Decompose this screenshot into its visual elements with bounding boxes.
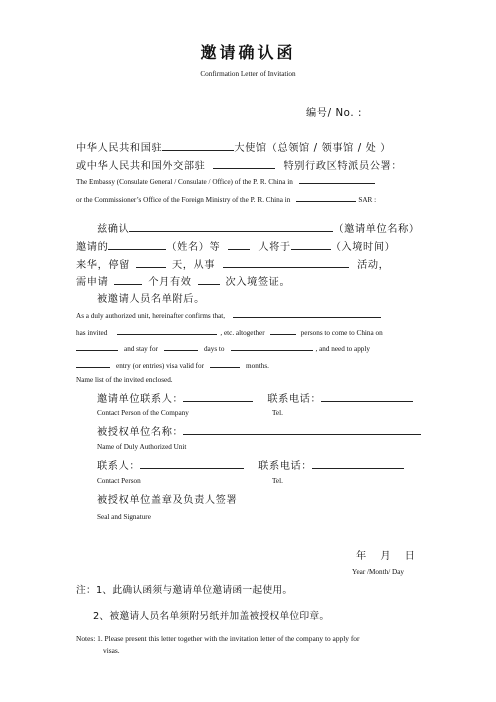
invitee-name-blank-en (117, 327, 217, 335)
document-number-label: 编号/ No. : (306, 108, 363, 119)
entry-date-blank (291, 240, 331, 250)
body-en-line-2: has invited , etc. altogether persons to come to China on (76, 329, 383, 337)
embassy-city-blank (162, 141, 234, 151)
months-blank-en (210, 360, 240, 368)
stay-days-blank (136, 258, 166, 268)
unit-contact-blank (140, 459, 244, 469)
activity-blank (223, 258, 349, 268)
activity-blank-en (231, 343, 313, 351)
contact-tel-label-en: Tel. (272, 409, 283, 417)
entries-blank-en (76, 360, 110, 368)
embassy-city-blank-en (299, 176, 375, 184)
document-subtitle: Confirmation Letter of Invitation (200, 70, 296, 78)
body-cn-line-4: 需申请 个月有效 次入境签证。 (76, 277, 291, 288)
entry-date-blank-en (76, 343, 118, 351)
note-en-1-cont: visas. (103, 646, 120, 655)
date-en: Year /Month/ Day (352, 568, 404, 576)
seal-signature-en: Seal and Signature (97, 513, 151, 521)
document-title: 邀请确认函 (200, 43, 296, 62)
body-en-line-1: As a duly authorized unit, hereinafter confirms that, (76, 310, 381, 320)
note-cn-1: 注：1、此确认函须与邀请单位邀请函一起使用。 (76, 585, 293, 596)
contact-person-row: 邀请单位联系人： 联系电话： (97, 390, 413, 405)
contact-person-blank (183, 392, 253, 402)
unit-contact-row: 联系人： 联系电话： (97, 457, 404, 472)
addressee-en-line-1: The Embassy (Consulate General / Consulate / Office) of the P. R. China in (76, 176, 375, 186)
body-cn-line-5: 被邀请人员名单附后。 (97, 294, 205, 305)
note-cn-2: 2、被邀请人员名单须附另纸并加盖被授权单位印章。 (93, 611, 330, 622)
unit-tel-blank (312, 459, 404, 469)
unit-tel-label-en: Tel. (272, 477, 283, 485)
inviting-unit-blank (129, 222, 333, 232)
stay-days-blank-en (164, 343, 198, 351)
body-en-line-5: Name list of the invited enclosed. (76, 376, 173, 384)
invitee-name-blank (108, 240, 166, 250)
authorized-unit-blank (183, 425, 421, 435)
body-cn-line-3: 来华，停留 天，从事 活动， (76, 260, 390, 271)
persons-count-blank-en (270, 327, 296, 335)
visa-months-blank (114, 275, 142, 285)
date-cn: 年 月 日 (356, 551, 417, 562)
addressee-cn-line-1: 中华人民共和国驻 大使馆（总领馆 / 领事馆 / 处 ） (76, 143, 392, 154)
addressee-en-line-2: or the Commissioner’s Office of the Foreign Ministry of the P. R. China in SAR : (76, 196, 377, 204)
unit-contact-label-en: Contact Person (97, 477, 141, 485)
authorized-unit-row: 被授权单位名称： (97, 423, 421, 438)
visa-entries-blank (198, 275, 220, 285)
sar-city-blank-en (296, 194, 356, 202)
contact-tel-blank (321, 392, 413, 402)
invitee-count-blank (228, 240, 250, 250)
body-en-line-4: entry (or entries) visa valid for months. (76, 360, 269, 370)
contact-person-label-en: Contact Person of the Company (97, 409, 189, 417)
note-en-1: Notes: 1. Please present this letter together with the invitation letter of the company to apply for (76, 634, 360, 643)
body-cn-line-1: 兹确认 （邀请单位名称） (97, 224, 420, 235)
addressee-cn-line-2: 或中华人民共和国外交部驻 特别行政区特派员公署： (76, 161, 403, 172)
seal-signature-cn: 被授权单位盖章及负责人签署 (97, 495, 238, 506)
sar-city-blank (213, 159, 275, 169)
body-en-line-3: and stay for days to , and need to apply (76, 343, 370, 353)
unit-name-blank-en (233, 310, 381, 318)
authorized-unit-label-en: Name of Duly Authorized Unit (97, 443, 187, 451)
body-cn-line-2: 邀请的 （姓名）等 人将于 （入境时间） (76, 242, 396, 253)
